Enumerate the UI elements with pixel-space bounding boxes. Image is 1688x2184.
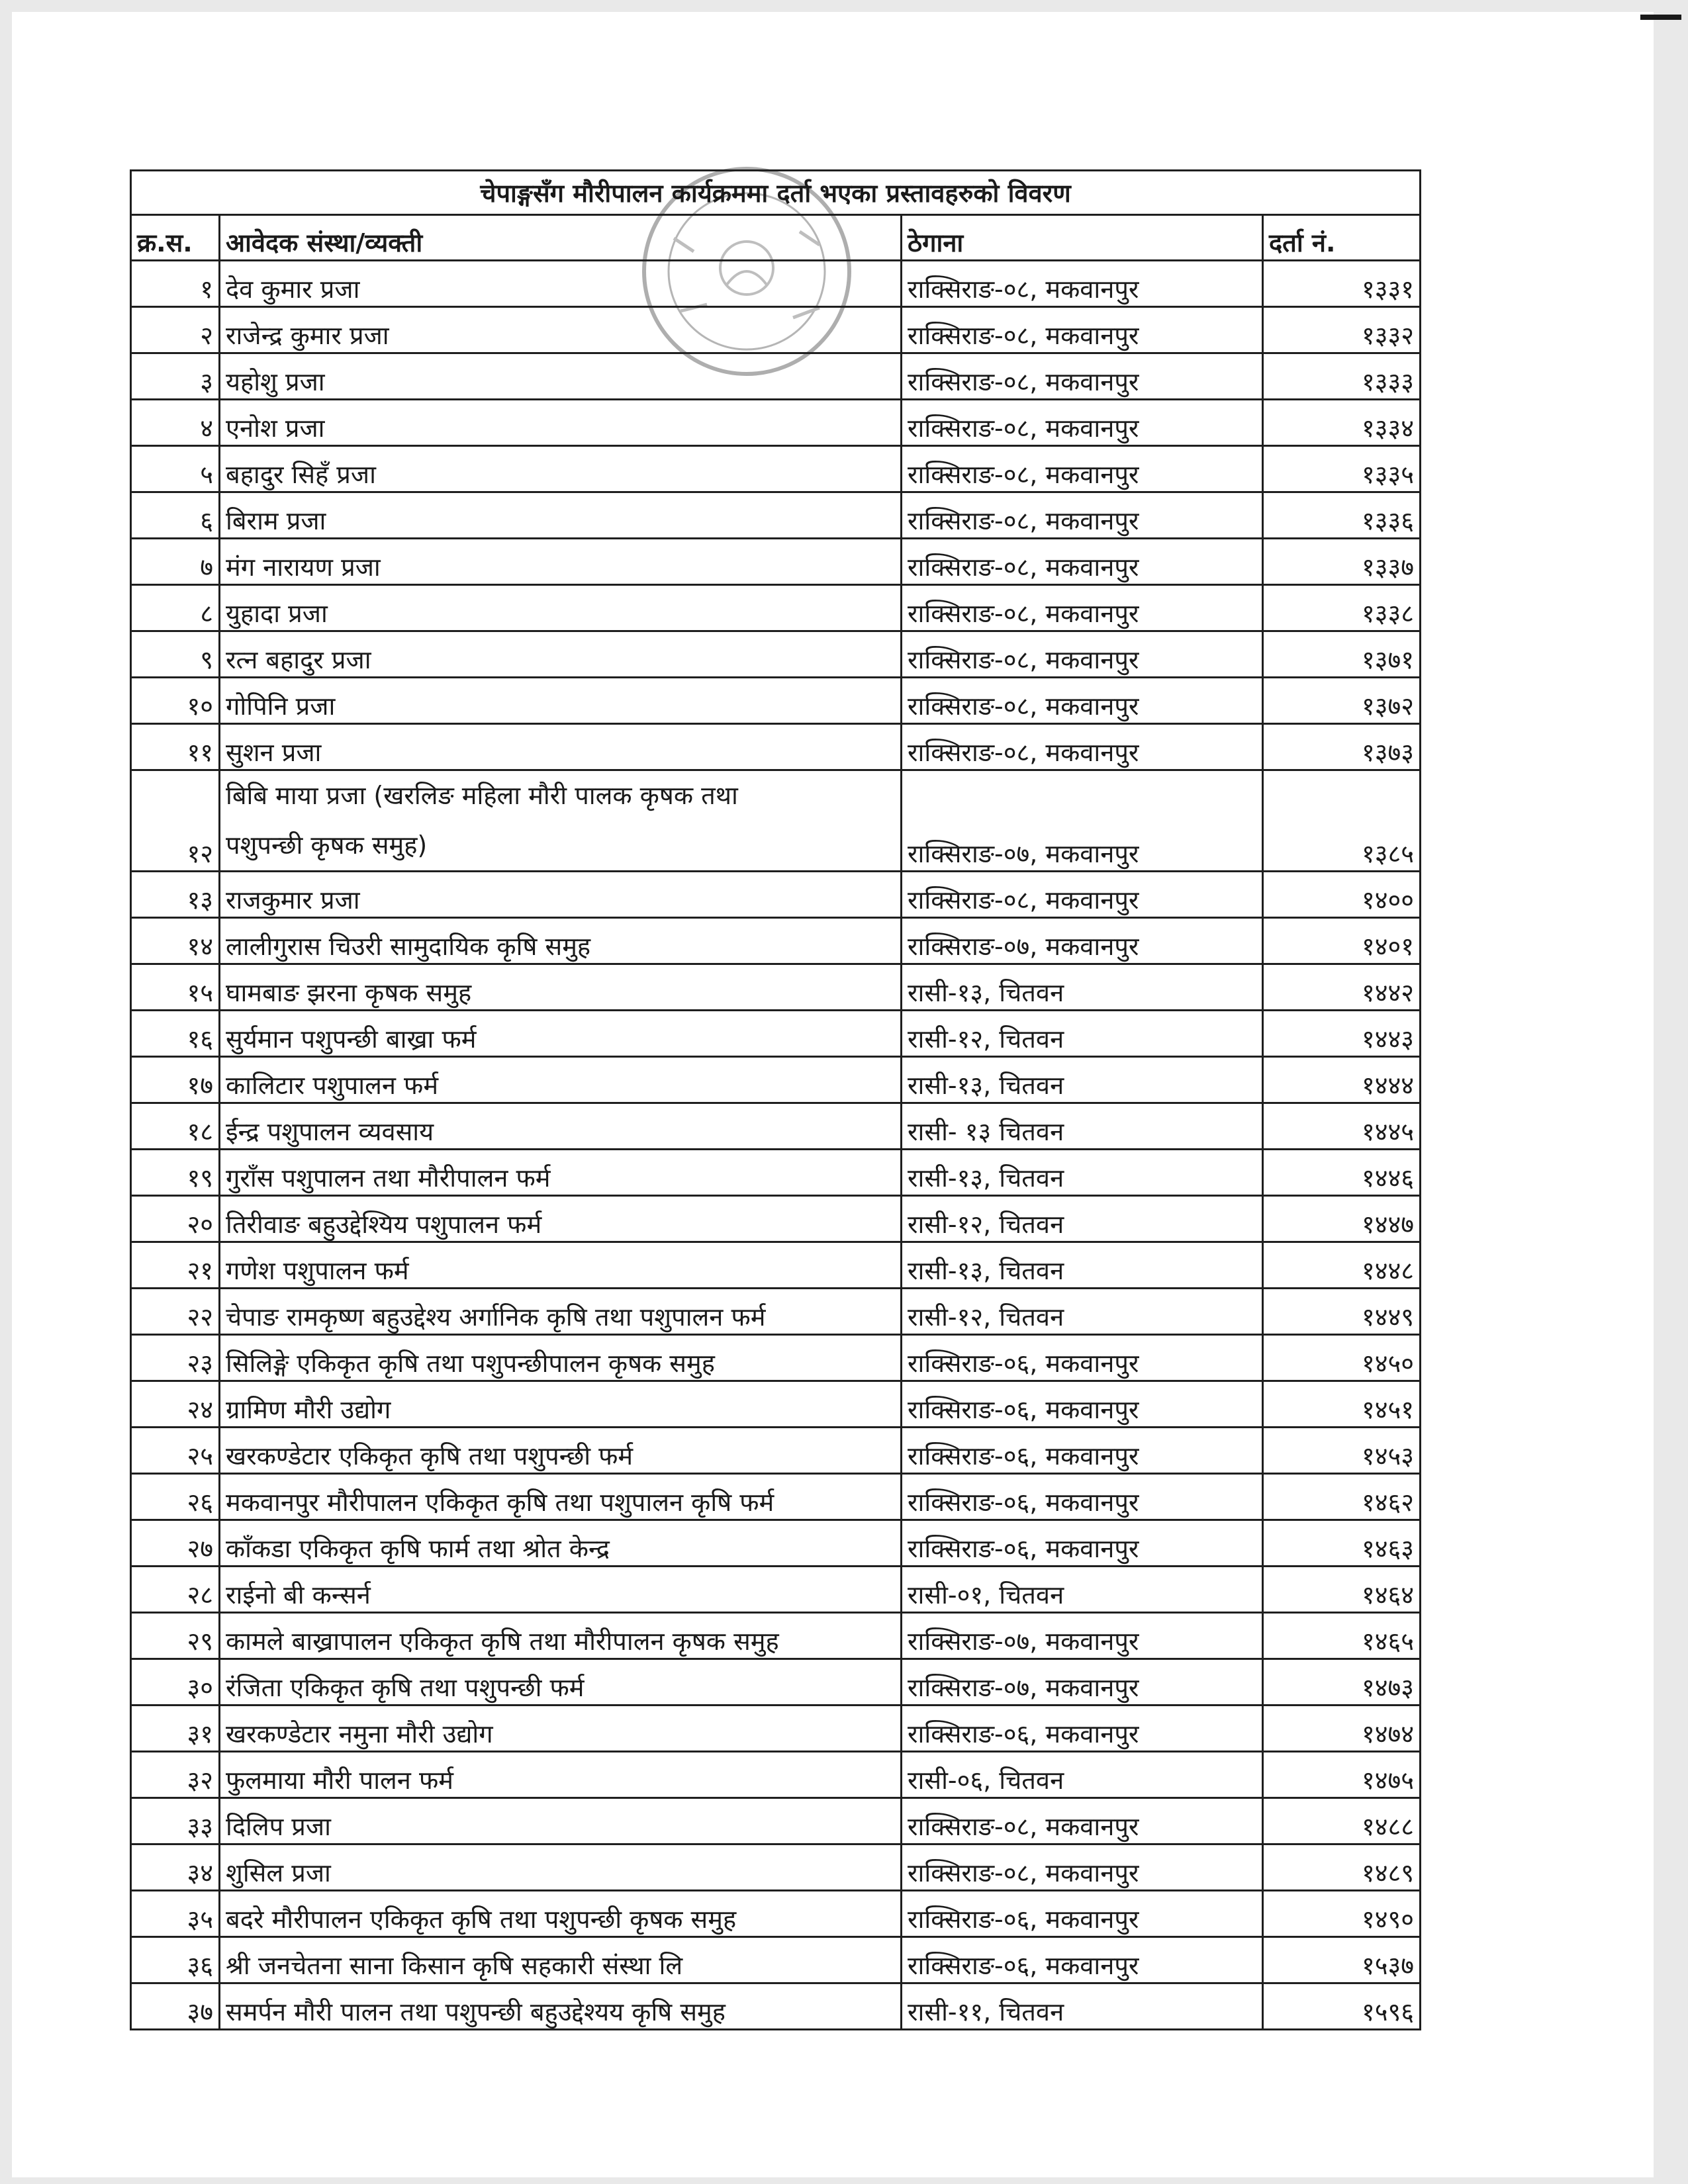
table-row <box>131 1891 1421 1937</box>
table-title: चेपाङ्गसँग मौरीपालन कार्यक्रममा दर्ता भएका प्रस्तावहरुको विवरण <box>131 171 1421 215</box>
cell-address: राक्सिराङ-०६, मकवानपुर <box>902 1891 1263 1937</box>
cell-serial-number: २ <box>131 307 220 353</box>
cell-address: रासी- १३ चितवन <box>902 1103 1263 1150</box>
cell-applicant-line-2: पशुपन्छी कृषक समुह) <box>226 831 428 860</box>
table-header-row <box>131 215 1421 261</box>
cell-registration-number: १४७५ <box>1263 1752 1421 1798</box>
cell-registration-number: १३७१ <box>1263 631 1421 678</box>
cell-address: राक्सिराङ-०६, मकवानपुर <box>902 1381 1263 1428</box>
cell-serial-number: ३७ <box>131 1983 220 2030</box>
cell-serial-number: ९ <box>131 631 220 678</box>
cell-applicant: समर्पन मौरी पालन तथा पशुपन्छी बहुउद्देश्यय कृषि समुह <box>220 1983 902 2030</box>
table-row <box>131 1335 1421 1381</box>
cell-applicant: देव कुमार प्रजा <box>220 261 902 307</box>
cell-serial-number: १५ <box>131 964 220 1011</box>
cell-address: राक्सिराङ-०८, मकवानपुर <box>902 446 1263 492</box>
table-row <box>131 1752 1421 1798</box>
table-row <box>131 353 1421 400</box>
cell-serial-number: २३ <box>131 1335 220 1381</box>
cell-applicant: शुसिल प्रजा <box>220 1844 902 1891</box>
cell-applicant: बिराम प्रजा <box>220 492 902 539</box>
cell-registration-number: १३३५ <box>1263 446 1421 492</box>
table-row <box>131 539 1421 585</box>
table-row <box>131 1567 1421 1613</box>
cell-applicant: घामबाङ झरना कृषक समुह <box>220 964 902 1011</box>
table-row <box>131 918 1421 964</box>
table-row <box>131 631 1421 678</box>
cell-address: राक्सिराङ-०८, मकवानपुर <box>902 492 1263 539</box>
cell-applicant: राजेन्द्र कुमार प्रजा <box>220 307 902 353</box>
cell-registration-number: १४४९ <box>1263 1289 1421 1335</box>
cell-applicant: सुर्यमान पशुपन्छी बाख्रा फर्म <box>220 1011 902 1057</box>
cell-registration-number: १५९६ <box>1263 1983 1421 2030</box>
cell-applicant: युहादा प्रजा <box>220 585 902 631</box>
cell-serial-number: १७ <box>131 1057 220 1103</box>
cell-address: राक्सिराङ-०७, मकवानपुर <box>902 1659 1263 1706</box>
cell-address: राक्सिराङ-०६, मकवानपुर <box>902 1706 1263 1752</box>
cell-address: राक्सिराङ-०८, मकवानपुर <box>902 400 1263 446</box>
cell-serial-number: १३ <box>131 872 220 918</box>
cell-address: रासी-११, चितवन <box>902 1983 1263 2030</box>
cell-serial-number: ११ <box>131 724 220 770</box>
table-row <box>131 1983 1421 2030</box>
cell-address: राक्सिराङ-०६, मकवानपुर <box>902 1335 1263 1381</box>
cell-serial-number: १९ <box>131 1150 220 1196</box>
cell-registration-number: १४८८ <box>1263 1798 1421 1844</box>
cell-applicant: खरकण्डेटार नमुना मौरी उद्योग <box>220 1706 902 1752</box>
cell-serial-number: ३३ <box>131 1798 220 1844</box>
table-row <box>131 1844 1421 1891</box>
cell-registration-number: १४४२ <box>1263 964 1421 1011</box>
cell-registration-number: १३७२ <box>1263 678 1421 724</box>
cell-address: रासी-१२, चितवन <box>902 1196 1263 1242</box>
cell-registration-number: १४०० <box>1263 872 1421 918</box>
cell-serial-number: २६ <box>131 1474 220 1520</box>
cell-serial-number: ३१ <box>131 1706 220 1752</box>
cell-applicant: ईन्द्र पशुपालन व्यवसाय <box>220 1103 902 1150</box>
cell-registration-number: १४८९ <box>1263 1844 1421 1891</box>
table-row <box>131 261 1421 307</box>
table-row <box>131 1057 1421 1103</box>
cell-serial-number: १४ <box>131 918 220 964</box>
cell-registration-number: १४४८ <box>1263 1242 1421 1289</box>
cell-address: रासी-१३, चितवन <box>902 1057 1263 1103</box>
table-row <box>131 400 1421 446</box>
cell-applicant: गुराँस पशुपालन तथा मौरीपालन फर्म <box>220 1150 902 1196</box>
cell-address: राक्सिराङ-०८, मकवानपुर <box>902 353 1263 400</box>
table-row <box>131 1196 1421 1242</box>
cell-address: राक्सिराङ-०७, मकवानपुर <box>902 1613 1263 1659</box>
cell-registration-number: १३३२ <box>1263 307 1421 353</box>
cell-address: राक्सिराङ-०८, मकवानपुर <box>902 539 1263 585</box>
cell-registration-number: १४०१ <box>1263 918 1421 964</box>
cell-serial-number: ३६ <box>131 1937 220 1983</box>
table-body <box>131 261 1421 2030</box>
cell-serial-number: ६ <box>131 492 220 539</box>
cell-applicant: खरकण्डेटार एकिकृत कृषि तथा पशुपन्छी फर्म <box>220 1428 902 1474</box>
cell-serial-number: २५ <box>131 1428 220 1474</box>
table-row <box>131 678 1421 724</box>
table-row <box>131 492 1421 539</box>
header-applicant: आवेदक संस्था/व्यक्ती <box>220 215 902 261</box>
cell-address: राक्सिराङ-०६, मकवानपुर <box>902 1937 1263 1983</box>
table-row <box>131 1428 1421 1474</box>
cell-address: रासी-१३, चितवन <box>902 1242 1263 1289</box>
cell-serial-number: २७ <box>131 1520 220 1567</box>
cell-applicant: फुलमाया मौरी पालन फर्म <box>220 1752 902 1798</box>
cell-registration-number: १३३४ <box>1263 400 1421 446</box>
cell-address: राक्सिराङ-०८, मकवानपुर <box>902 585 1263 631</box>
cell-registration-number: १३३८ <box>1263 585 1421 631</box>
cell-registration-number: १४७३ <box>1263 1659 1421 1706</box>
table-row <box>131 1242 1421 1289</box>
cell-serial-number: ३५ <box>131 1891 220 1937</box>
cell-applicant: यहोशु प्रजा <box>220 353 902 400</box>
cell-registration-number: १४४४ <box>1263 1057 1421 1103</box>
cell-address: राक्सिराङ-०८, मकवानपुर <box>902 678 1263 724</box>
cell-address: रासी-१३, चितवन <box>902 964 1263 1011</box>
cell-address: रासी-१२, चितवन <box>902 1289 1263 1335</box>
cell-address: रासी-१३, चितवन <box>902 1150 1263 1196</box>
cell-registration-number: १३८५ <box>1263 770 1421 872</box>
header-registration-number: दर्ता नं. <box>1263 215 1421 261</box>
cell-address: राक्सिराङ-०६, मकवानपुर <box>902 1520 1263 1567</box>
cell-address: रासी-१२, चितवन <box>902 1011 1263 1057</box>
cell-address: राक्सिराङ-०८, मकवानपुर <box>902 872 1263 918</box>
cell-applicant: दिलिप प्रजा <box>220 1798 902 1844</box>
table-row <box>131 1659 1421 1706</box>
cell-address: राक्सिराङ-०८, मकवानपुर <box>902 307 1263 353</box>
cell-applicant: बदरे मौरीपालन एकिकृत कृषि तथा पशुपन्छी कृषक समुह <box>220 1891 902 1937</box>
table-row <box>131 964 1421 1011</box>
cell-applicant: सुशन प्रजा <box>220 724 902 770</box>
cell-registration-number: १३३३ <box>1263 353 1421 400</box>
cell-address: राक्सिराङ-०६, मकवानपुर <box>902 1428 1263 1474</box>
table-row <box>131 1937 1421 1983</box>
cell-address: राक्सिराङ-०८, मकवानपुर <box>902 631 1263 678</box>
cell-serial-number: १ <box>131 261 220 307</box>
table-row <box>131 770 1421 872</box>
cell-serial-number: २१ <box>131 1242 220 1289</box>
table-row <box>131 1381 1421 1428</box>
cell-serial-number: १८ <box>131 1103 220 1150</box>
table-row <box>131 1103 1421 1150</box>
cell-registration-number: १४४३ <box>1263 1011 1421 1057</box>
cell-address: राक्सिराङ-०७, मकवानपुर <box>902 770 1263 872</box>
cell-serial-number: १० <box>131 678 220 724</box>
cell-serial-number: १२ <box>131 770 220 872</box>
cell-serial-number: २० <box>131 1196 220 1242</box>
cell-registration-number: १४५० <box>1263 1335 1421 1381</box>
cell-registration-number: १४७४ <box>1263 1706 1421 1752</box>
cell-serial-number: ७ <box>131 539 220 585</box>
cell-registration-number: १३७३ <box>1263 724 1421 770</box>
cell-address: राक्सिराङ-०८, मकवानपुर <box>902 724 1263 770</box>
cell-serial-number: ३४ <box>131 1844 220 1891</box>
table-row <box>131 307 1421 353</box>
cell-applicant: रंजिता एकिकृत कृषि तथा पशुपन्छी फर्म <box>220 1659 902 1706</box>
registration-table <box>130 169 1421 2030</box>
cell-serial-number: २९ <box>131 1613 220 1659</box>
table-row <box>131 446 1421 492</box>
cell-address: राक्सिराङ-०७, मकवानपुर <box>902 918 1263 964</box>
cell-serial-number: ३ <box>131 353 220 400</box>
cell-registration-number: १५३७ <box>1263 1937 1421 1983</box>
cell-address: राक्सिराङ-०८, मकवानपुर <box>902 261 1263 307</box>
cell-applicant: राजकुमार प्रजा <box>220 872 902 918</box>
cell-applicant: एनोश प्रजा <box>220 400 902 446</box>
cell-applicant: सिलिङ्गे एकिकृत कृषि तथा पशुपन्छीपालन कृषक समुह <box>220 1335 902 1381</box>
cell-address: राक्सिराङ-०६, मकवानपुर <box>902 1474 1263 1520</box>
cell-serial-number: ५ <box>131 446 220 492</box>
table-row <box>131 1289 1421 1335</box>
cell-serial-number: ४ <box>131 400 220 446</box>
table-row <box>131 872 1421 918</box>
cell-applicant: चेपाङ रामकृष्ण बहुउद्देश्य अर्गानिक कृषि तथा पशुपालन फर्म <box>220 1289 902 1335</box>
cell-address: रासी-०१, चितवन <box>902 1567 1263 1613</box>
cell-address: राक्सिराङ-०८, मकवानपुर <box>902 1844 1263 1891</box>
table-row <box>131 1150 1421 1196</box>
table-row <box>131 1520 1421 1567</box>
table-row <box>131 585 1421 631</box>
cell-registration-number: १४४६ <box>1263 1150 1421 1196</box>
cell-serial-number: ३० <box>131 1659 220 1706</box>
cell-registration-number: १३३१ <box>1263 261 1421 307</box>
cell-registration-number: १४५१ <box>1263 1381 1421 1428</box>
cell-applicant: बहादुर सिहँ प्रजा <box>220 446 902 492</box>
cell-applicant: कामले बाख्रापालन एकिकृत कृषि तथा मौरीपालन कृषक समुह <box>220 1613 902 1659</box>
cell-registration-number: १४६४ <box>1263 1567 1421 1613</box>
cell-applicant: तिरीवाङ बहुउद्देश्यिय पशुपालन फर्म <box>220 1196 902 1242</box>
cell-address: रासी-०६, चितवन <box>902 1752 1263 1798</box>
cell-serial-number: २२ <box>131 1289 220 1335</box>
cell-registration-number: १४४७ <box>1263 1196 1421 1242</box>
table-row <box>131 1613 1421 1659</box>
cell-applicant: मकवानपुर मौरीपालन एकिकृत कृषि तथा पशुपालन कृषि फर्म <box>220 1474 902 1520</box>
cell-registration-number: १४६५ <box>1263 1613 1421 1659</box>
cell-registration-number: १३३७ <box>1263 539 1421 585</box>
cell-applicant: काँकडा एकिकृत कृषि फार्म तथा श्रोत केन्द्र <box>220 1520 902 1567</box>
cell-serial-number: ३२ <box>131 1752 220 1798</box>
cell-applicant: राईनो बी कन्सर्न <box>220 1567 902 1613</box>
cell-registration-number: १४६२ <box>1263 1474 1421 1520</box>
cell-applicant <box>220 770 902 872</box>
cell-serial-number: २८ <box>131 1567 220 1613</box>
table-row <box>131 724 1421 770</box>
cell-registration-number: १४६३ <box>1263 1520 1421 1567</box>
cell-applicant: मंग नारायण प्रजा <box>220 539 902 585</box>
cell-serial-number: ८ <box>131 585 220 631</box>
cell-applicant: गणेश पशुपालन फर्म <box>220 1242 902 1289</box>
cell-applicant: रत्न बहादुर प्रजा <box>220 631 902 678</box>
table-row <box>131 1011 1421 1057</box>
cell-applicant-line-1: बिबि माया प्रजा (खरलिङ महिला मौरी पालक कृषक तथा <box>226 781 738 810</box>
cell-applicant: कालिटार पशुपालन फर्म <box>220 1057 902 1103</box>
cell-registration-number: १४४५ <box>1263 1103 1421 1150</box>
cell-serial-number: २४ <box>131 1381 220 1428</box>
table-row <box>131 1706 1421 1752</box>
cell-registration-number: १३३६ <box>1263 492 1421 539</box>
cell-registration-number: १४९० <box>1263 1891 1421 1937</box>
header-serial-number: क्र.स. <box>131 215 220 261</box>
cell-address: राक्सिराङ-०८, मकवानपुर <box>902 1798 1263 1844</box>
scan-edge-mark <box>1640 15 1681 20</box>
cell-applicant: लालीगुरास चिउरी सामुदायिक कृषि समुह <box>220 918 902 964</box>
table-row <box>131 1798 1421 1844</box>
cell-applicant: गोपिनि प्रजा <box>220 678 902 724</box>
cell-applicant: श्री जनचेतना साना किसान कृषि सहकारी संस्था लि <box>220 1937 902 1983</box>
cell-serial-number: १६ <box>131 1011 220 1057</box>
cell-registration-number: १४५३ <box>1263 1428 1421 1474</box>
table-row <box>131 1474 1421 1520</box>
header-address: ठेगाना <box>902 215 1263 261</box>
cell-applicant: ग्रामिण मौरी उद्योग <box>220 1381 902 1428</box>
table-title-row <box>131 171 1421 215</box>
